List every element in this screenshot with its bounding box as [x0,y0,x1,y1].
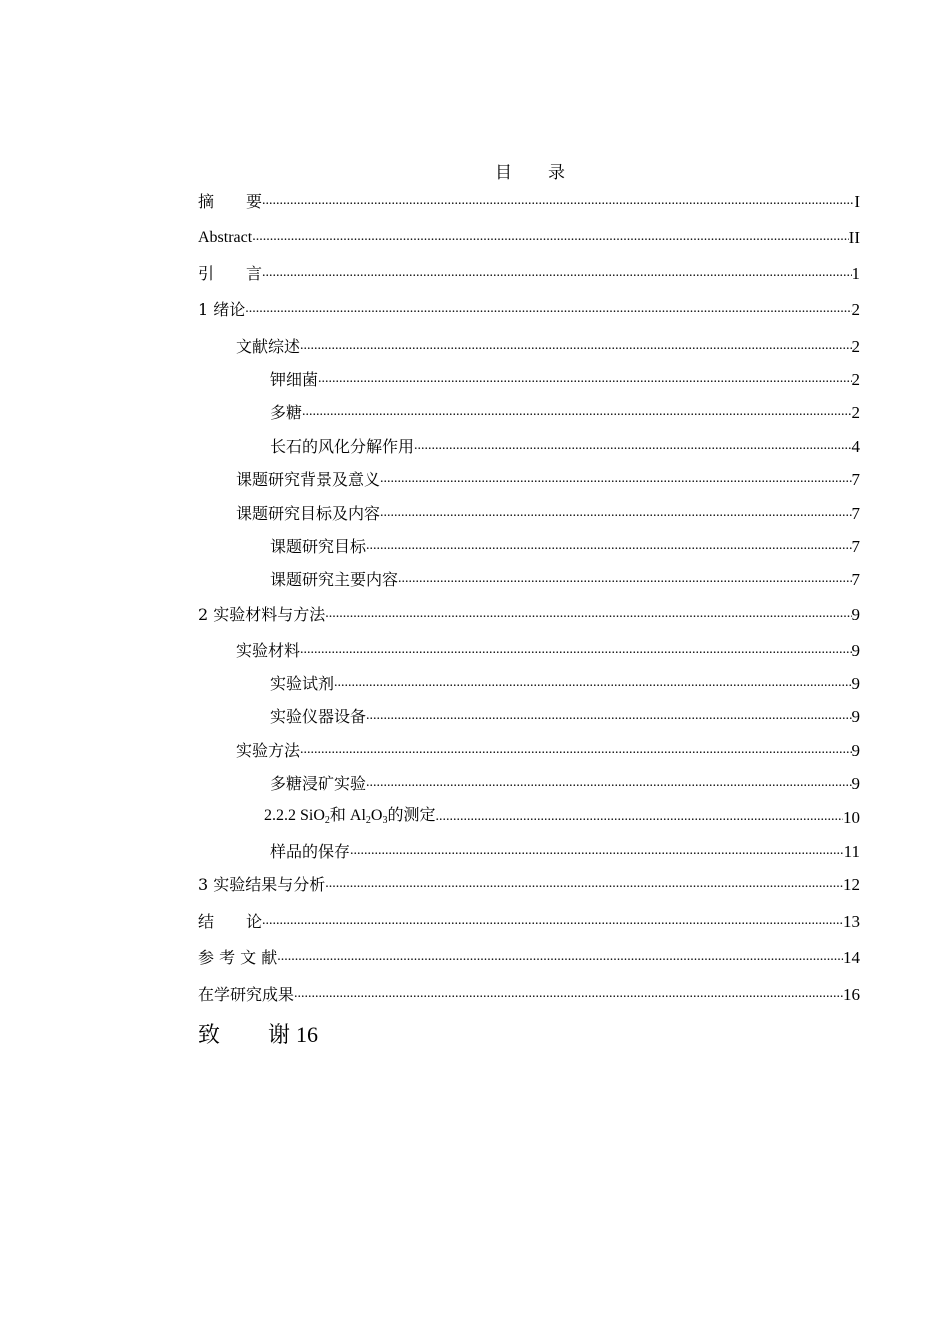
toc-title-part1: 目 [495,163,512,183]
dot-leader [436,811,844,825]
toc-entry-polysaccharide[interactable] [198,399,860,423]
toc-entry-page: 10 [843,808,860,827]
toc-entry-label: 课题研究目标 [270,537,367,556]
toc-entry-sio2-al2o3[interactable] [198,804,860,828]
dot-leader [325,878,843,892]
toc-entry-label: 多糖 [270,403,303,422]
dot-leader [262,195,854,209]
toc-entry-label: 实验材料 [236,641,301,660]
toc-entry-label: Abstract [198,229,253,246]
toc-entry-label: 课题研究主要内容 [270,570,399,589]
toc-entry-page: 7 [851,570,860,589]
toc-entry-sample-storage[interactable] [198,838,860,862]
toc-entry-chapter-3[interactable] [198,871,860,895]
toc-entry-chapter-2[interactable] [198,601,860,625]
toc-entry-page: 1 [851,264,860,283]
toc-entry-page: 9 [851,605,860,624]
dot-leader [277,951,843,965]
dot-leader [300,744,851,758]
toc-entry-research-goals-content[interactable] [198,500,860,524]
dot-leader [300,644,851,658]
dot-leader [414,440,851,454]
dot-leader [318,373,851,387]
toc-entry-label: 多糖浸矿实验 [270,774,367,793]
toc-entry-label: 3 实验结果与分析 [198,875,326,894]
toc-entry-page: II [848,228,860,247]
dot-leader [294,988,843,1002]
dot-leader [366,540,851,554]
toc-entry-page: 2 [851,403,860,422]
toc-title-part2: 录 [548,163,565,183]
toc-entry-label-part1: 致 [198,1023,221,1048]
toc-entry-label: 1 绪论 [198,300,246,319]
toc-entry-materials[interactable] [198,637,860,661]
toc-entry-label: 样品的保存 [270,842,351,861]
toc-entry-label: 结 论 [198,912,263,931]
toc-title [0,158,950,183]
toc-entry-page: 14 [843,948,860,967]
toc-entry-label: 实验试剂 [270,674,335,693]
toc-entry-page: 4 [851,437,860,456]
toc-entry-page: 9 [851,707,860,726]
toc-entry-label-part2: 谢 [268,1023,291,1048]
toc-entry-page: 2 [851,337,860,356]
toc-entry-page: 9 [851,674,860,693]
toc-entry-introduction[interactable] [198,260,860,284]
dot-leader [262,915,843,929]
dot-leader [325,608,851,622]
toc-entry-page: 16 [843,985,860,1004]
toc-entry-page: 16 [296,1022,319,1047]
dot-leader [302,406,851,420]
toc-entry-research-achievements[interactable] [198,981,860,1005]
toc-entry-methods[interactable] [198,737,860,761]
toc-entry-page: 7 [851,537,860,556]
toc-entry-references[interactable] [198,944,860,968]
toc-entry-label: 引 言 [198,264,263,283]
toc-entry-research-main-content[interactable] [198,566,860,590]
toc-entry-page: 7 [851,504,860,523]
toc-entry-leaching-experiment[interactable] [198,770,860,794]
toc-entry-research-background[interactable] [198,466,860,490]
toc-entry-page: 2 [851,300,860,319]
toc-entry-label: 实验方法 [236,741,301,760]
dot-leader [334,677,851,691]
toc-entry-label: 2.2.2 SiO$_2$和 $Al_2O_3$的测定 [264,807,436,826]
dot-leader [350,845,844,859]
toc-entry-page: 13 [843,912,860,931]
toc-entry-acknowledgements[interactable] [198,1018,318,1049]
toc-entry-label: 摘 要 [198,192,263,211]
toc-entry-page: 11 [843,842,860,861]
dot-leader [245,303,851,317]
toc-entry-reagents[interactable] [198,670,860,694]
toc-entry-page: 2 [851,370,860,389]
toc-entry-instruments[interactable] [198,703,860,727]
dot-leader [262,267,851,281]
toc-entry-chapter-1[interactable] [198,296,860,320]
toc-entry-page: 12 [843,875,860,894]
toc-entry-label: 长石的风化分解作用 [270,437,415,456]
toc-entry-label: 实验仪器设备 [270,707,367,726]
toc-entry-conclusion[interactable] [198,908,860,932]
toc-entry-page: 9 [851,774,860,793]
dot-leader [300,340,851,354]
toc-entry-literature-review[interactable] [198,333,860,357]
dot-leader [398,573,851,587]
toc-entry-abstract-en[interactable] [198,224,860,248]
dot-leader [366,777,851,791]
toc-entry-feldspar-weathering[interactable] [198,433,860,457]
toc-entry-label: 钾细菌 [270,370,319,389]
toc-entry-abstract-cn[interactable] [198,188,860,212]
dot-leader [252,231,848,245]
toc-entry-page: 7 [851,470,860,489]
toc-entry-research-goals[interactable] [198,533,860,557]
dot-leader [366,710,851,724]
toc-entry-label: 在学研究成果 [198,985,295,1004]
dot-leader [380,473,851,487]
toc-entry-page: 9 [851,741,860,760]
toc-entry-page: I [854,192,860,211]
toc-entry-label: 参 考 文 献 [198,948,278,967]
dot-leader [380,507,851,521]
toc-entry-label: 2 实验材料与方法 [198,605,326,624]
toc-entry-label: 文献综述 [236,337,301,356]
toc-entry-page: 9 [851,641,860,660]
toc-entry-potassium-bacteria[interactable] [198,366,860,390]
toc-entry-label: 课题研究目标及内容 [236,504,381,523]
toc-entry-label: 课题研究背景及意义 [236,470,381,489]
